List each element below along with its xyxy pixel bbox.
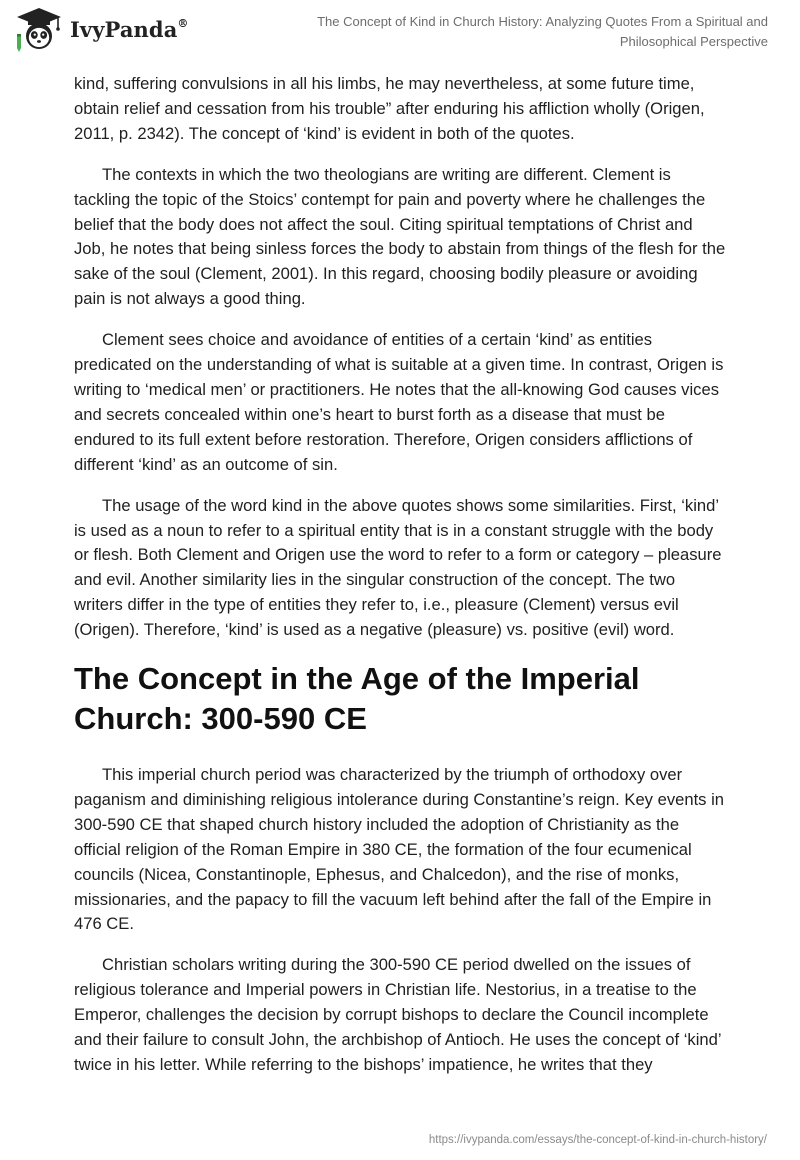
- paragraph: Christian scholars writing during the 300-590 CE period dwelled on the issues of religious tolerance and Imperial powers in Christian life. Nestorius, in a treatise to the Emperor, challenges the decision by corrupt bishops to declare the Council incomplete and their failure to consult John, the archbishop of Antioch. He uses the concept of ‘kind’ twice in his letter. While referring to the bishops’ impatience, he writes that they: [74, 955, 721, 1074]
- paragraph: The contexts in which the two theologians are writing are different. Clement is tackling the topic of the Stoics’ contempt for pain and poverty where he challenges the belief that the body does not affect the soul. Citing spiritual temptations of Christ and Job, he notes that being sinless forces the body to abstain from things of the flesh for the sake of the soul (Clement, 2001). In this regard, choosing bodily pleasure or avoiding pain is not always a good thing.: [74, 164, 726, 309]
- section-heading: The Concept in the Age of the Imperial Church: 300-590 CE: [74, 661, 640, 737]
- page-header: [0, 0, 800, 62]
- paragraph: The usage of the word kind in the above quotes shows some similarities. First, ‘kind’ is used as a noun to refer to a spiritual entity that is in a constant struggle with the body or flesh. Both Clement and Origen use the word to refer to a form or category – pleasure and evil. Another similarity lies in the singular construction of the concept. The two writers differ in the type of entities they refer to, i.e., pleasure (Clement) versus evil (Origen). Therefore, ‘kind’ is used as a negative (pleasure) vs. positive (evil) word.: [74, 495, 722, 640]
- document-title: The Concept of Kind in Church History: Analyzing Quotes From a Spiritual and Philosophical Perspective: [317, 14, 768, 49]
- brand-logo[interactable]: [14, 6, 189, 52]
- essay-content: [74, 72, 726, 1094]
- panda-graduate-icon: [14, 6, 64, 52]
- source-url[interactable]: https://ivypanda.com/essays/the-concept-of-kind-in-church-history/: [428, 1134, 767, 1146]
- brand-name: IvyPanda®: [70, 16, 189, 42]
- paragraph: kind, suffering convulsions in all his limbs, he may nevertheless, at some future time, obtain relief and cessation from his trouble” after enduring his affliction wholly (Origen, 2011, p. 2342). The concept of ‘kind’ is evident in both of the quotes.: [74, 74, 705, 143]
- paragraph: Clement sees choice and avoidance of entities of a certain ‘kind’ as entities predicated on the understanding of what is suitable at a given time. In contrast, Origen is writing to ‘medical men’ or practitioners. He notes that the all-knowing God causes vices and secrets concealed within one’s heart to burst forth as a disease that must be endured to its full extent before restoration. Therefore, Origen considers afflictions of different ‘kind’ as an outcome of sin.: [74, 330, 724, 474]
- paragraph: This imperial church period was characterized by the triumph of orthodoxy over paganism and diminishing religious intolerance during Constantine’s reign. Key events in 300-590 CE that shaped church history included the adoption of Christianity as the official religion of the Roman Empire in 380 CE, the formation of the four ecumenical councils (Nicea, Constantinople, Ephesus, and Chalcedon), and the rise of monks, missionaries, and the papacy to fill the vacuum left behind after the fall of the Empire in 476 CE.: [74, 765, 725, 934]
